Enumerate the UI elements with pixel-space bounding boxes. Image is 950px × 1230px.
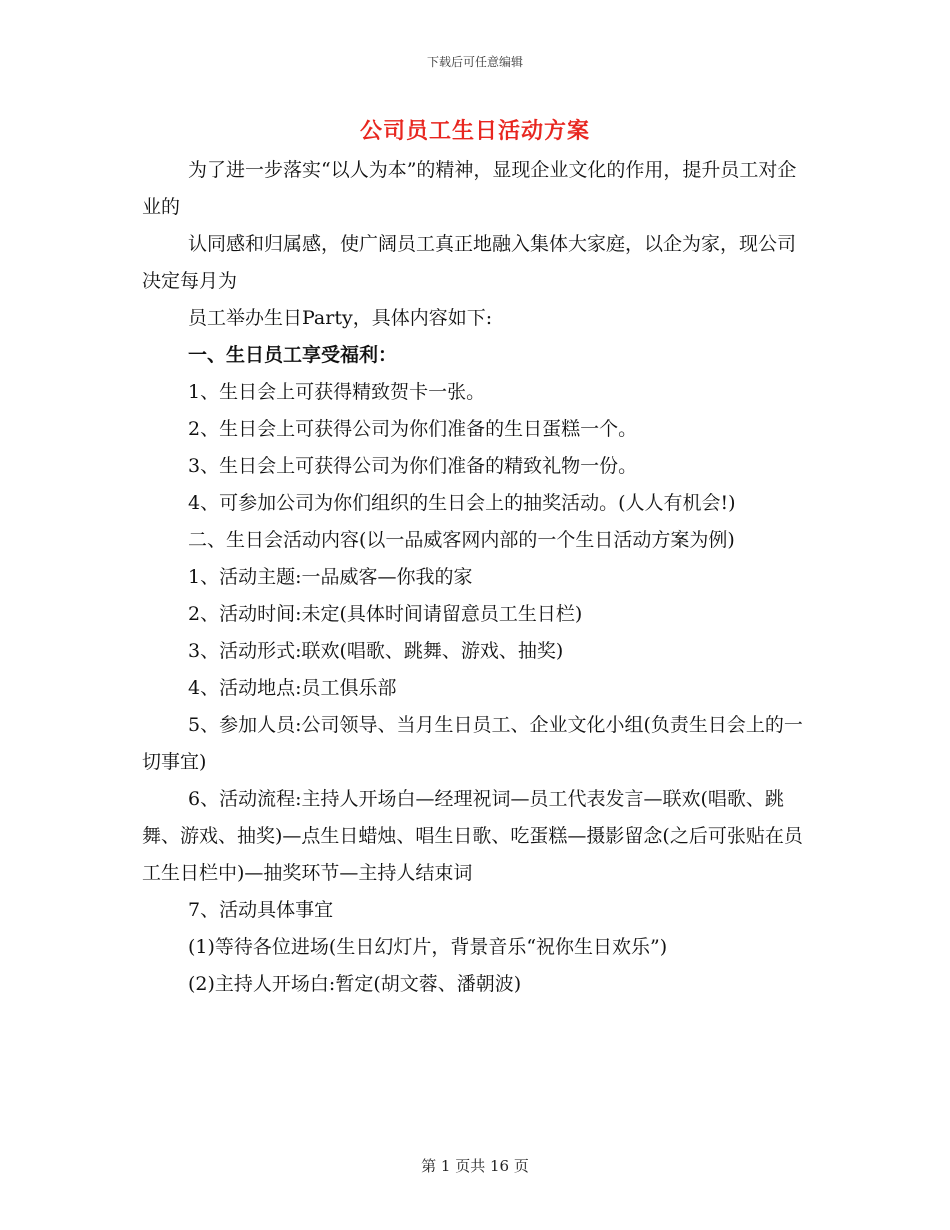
- activity-item-5: 5、参加人员:公司领导、当月生日员工、企业文化小组(负责生日会上的一切事宜): [142, 714, 803, 773]
- page-footer: 第 1 页共 16 页: [421, 1157, 529, 1175]
- section-heading-benefits: 一、生日员工享受福利：: [188, 344, 398, 366]
- activity-subitem-2: (2)主持人开场白:暂定(胡文蓉、潘朝波): [188, 973, 522, 995]
- benefit-item-4: 4、可参加公司为你们组织的生日会上的抽奖活动。(人人有机会!): [188, 492, 736, 514]
- activity-item-6: 6、活动流程:主持人开场白—经理祝词—员工代表发言—联欢(唱歌、跳舞、游戏、抽奖)—点生日蜡烛、唱生日歌、吃蛋糕—摄影留念(之后可张贴在员工生日栏中)—抽奖环节—主持人结束词: [142, 788, 803, 884]
- activity-item-7: 7、活动具体事宜: [188, 899, 334, 921]
- document-title: 公司员工生日活动方案: [359, 118, 590, 144]
- section-heading-activities: 二、生日会活动内容(以一品威客网内部的一个生日活动方案为例): [188, 529, 735, 551]
- activity-item-2: 2、活动时间:未定(具体时间请留意员工生日栏): [188, 603, 583, 625]
- paragraph-intro-2: 认同感和归属感，使广阔员工真正地融入集体大家庭，以企为家，现公司决定每月为: [142, 233, 797, 292]
- activity-item-1: 1、活动主题:一品威客—你我的家: [188, 566, 473, 588]
- activity-item-4: 4、活动地点:员工俱乐部: [188, 677, 397, 699]
- benefit-item-1: 1、生日会上可获得精致贺卡一张。: [188, 381, 486, 403]
- benefit-item-2: 2、生日会上可获得公司为你们准备的生日蛋糕一个。: [188, 418, 638, 440]
- paragraph-intro-3: 员工举办生日Party，具体内容如下:: [188, 307, 493, 329]
- activity-subitem-1: (1)等待各位进场(生日幻灯片，背景音乐“祝你生日欢乐”): [188, 936, 668, 958]
- page-header: 下载后可任意编辑: [426, 55, 523, 69]
- document-body: [142, 152, 812, 1003]
- activity-item-3: 3、活动形式:联欢(唱歌、跳舞、游戏、抽奖): [188, 640, 564, 662]
- benefit-item-3: 3、生日会上可获得公司为你们准备的精致礼物一份。: [188, 455, 638, 477]
- paragraph-intro-1: 为了进一步落实“以人为本”的精神，显现企业文化的作用，提升员工对企业的: [142, 159, 797, 218]
